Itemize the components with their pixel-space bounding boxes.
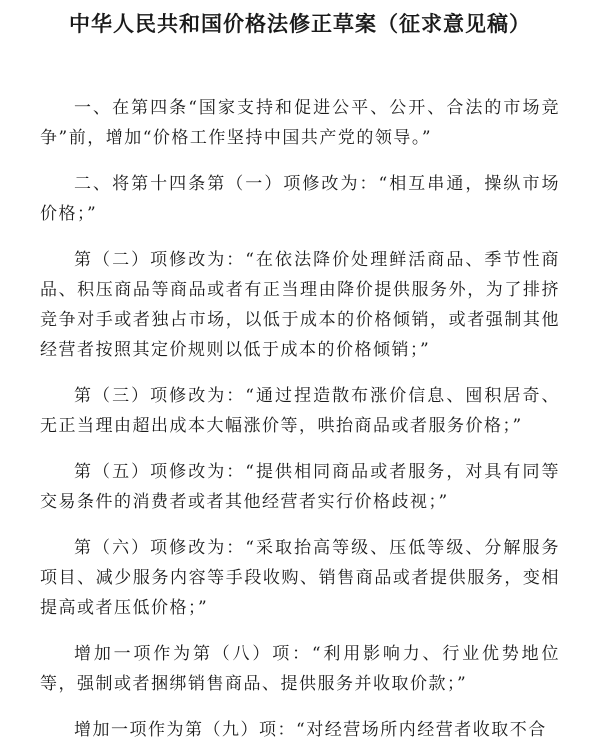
paragraph-article-4: 一、在第四条“国家支持和促进公平、公开、合法的市场竞争”前，增加“价格工作坚持中国共产党的领导。” [40,98,560,148]
paragraph-new-item-9: 增加一项作为第（九）项：“对经营场所内经营者收取不合 [74,720,547,740]
paragraph-new-item-8: 增加一项作为第（八）项：“利用影响力、行业优势地位等，强制或者捆绑销售商品、提供服务并收取价款；” [40,644,560,694]
paragraph-item-3: 第（三）项修改为：“通过捏造散布涨价信息、囤积居奇、无正当理由超出成本大幅涨价等，哄抬商品或者服务价格；” [40,386,560,436]
paragraph-article-14-item-1: 二、将第十四条第（一）项修改为：“相互串通，操纵市场价格；” [40,174,560,224]
paragraph-item-5: 第（五）项修改为：“提供相同商品或者服务，对具有同等交易条件的消费者或者其他经营者实行价格歧视；” [40,462,560,512]
paragraph-item-6: 第（六）项修改为：“采取抬高等级、压低等级、分解服务项目、减少服务内容等手段收购、销售商品或者提供服务，变相提高或者压低价格；” [40,538,560,618]
document-title: 中华人民共和国价格法修正草案（征求意见稿） [69,11,531,36]
document-body [40,93,560,745]
paragraph-item-2: 第（二）项修改为：“在依法降价处理鲜活商品、季节性商品、积压商品等商品或者有正当理由降价提供服务外，为了排挤竞争对手或者独占市场，以低于成本的价格倾销，或者强制其他经营者按照其定价规则以低于成本的价格倾销；” [40,250,560,360]
